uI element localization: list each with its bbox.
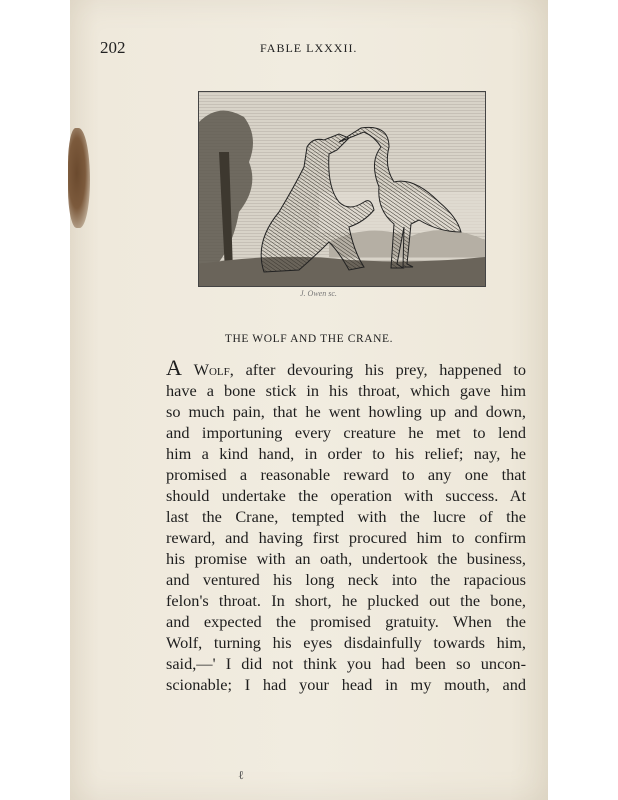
text-line: and importuning every creature he met to lend	[166, 423, 526, 442]
text-line: him a kind hand, in order to his relief; nay, he	[166, 444, 526, 463]
text-line: and expected the promised gratuity. When the	[166, 612, 526, 631]
text-line: and ventured his long neck into the rapacious	[166, 570, 526, 589]
fable-title: THE WOLF AND THE CRANE.	[224, 333, 394, 345]
text-line: his promise with an oath, undertook the business,	[166, 549, 526, 568]
text-line: so much pain, that he went howling up and down,	[166, 402, 526, 421]
text-line: reward, and having first procured him to confirm	[166, 528, 526, 547]
text-line: last the Crane, tempted with the lucre of the	[166, 507, 526, 526]
drop-cap: A	[166, 355, 182, 380]
ground	[199, 257, 485, 286]
running-head: FABLE LXXXII.	[260, 41, 358, 55]
text-line: promised a reasonable reward to any one that	[166, 465, 526, 484]
first-line-rest: after devouring his prey, happened to	[233, 360, 526, 379]
text-line: have a bone stick in his throat, which gave him	[166, 381, 526, 400]
text-line	[166, 357, 526, 380]
engraving-illustration	[198, 91, 486, 287]
fable-text	[166, 357, 526, 695]
text-line: said,—' I did not think you had been so uncon-	[166, 654, 526, 673]
page-header	[100, 38, 520, 62]
text-line: scionable; I had your head in my mouth, and	[166, 675, 526, 694]
text-line: felon's throat. In short, he plucked out the bone,	[166, 591, 526, 610]
wolf-and-crane-engraving	[199, 92, 485, 286]
page-number: 202	[100, 38, 126, 57]
page-stain	[68, 128, 90, 228]
small-caps-word: Wolf,	[193, 360, 234, 379]
text-line: Wolf, turning his eyes disdainfully towards him,	[166, 633, 526, 652]
engraver-credit: J. Owen sc.	[300, 289, 337, 298]
text-line: should undertake the operation with success. At	[166, 486, 526, 505]
footer-mark: ℓ	[238, 768, 244, 782]
